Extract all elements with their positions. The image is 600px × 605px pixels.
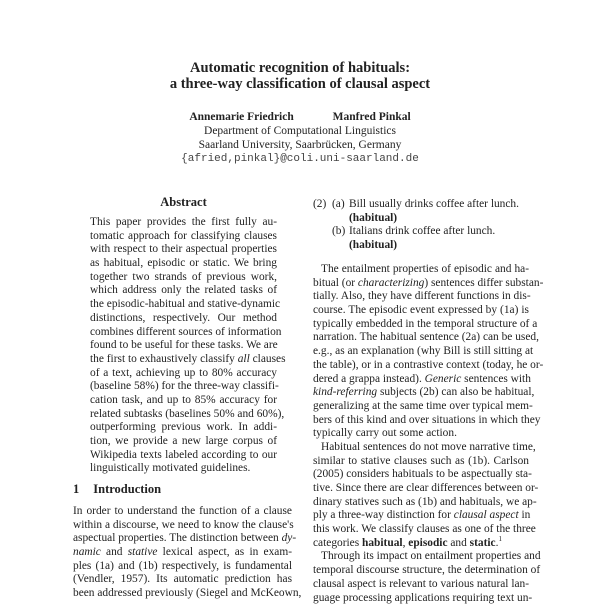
- paragraph: [313, 263, 529, 441]
- text-line: (baseline 58%) for the three-way classifi-: [90, 380, 277, 394]
- section-title: Introduction: [93, 482, 161, 496]
- text-line: this work. We classify clauses as one of the three: [313, 523, 529, 537]
- footnote-marker[interactable]: 1: [498, 535, 502, 543]
- example-tag: (habitual): [349, 212, 397, 226]
- text-line: This paper provides the first fully au-: [90, 216, 277, 230]
- text-line: the table), or in a contrastive context (today, he or-: [313, 359, 529, 373]
- text-line: namic and stative lexical aspect, as in exam-: [73, 546, 292, 560]
- text-line: ply a three-way distinction for clausal aspect in: [313, 509, 529, 523]
- example-number: (2): [313, 198, 326, 212]
- paragraph: [90, 216, 277, 476]
- abstract-heading: Abstract: [90, 195, 277, 210]
- introduction-body: [73, 505, 292, 601]
- example-text: Italians drink coffee after lunch.: [349, 225, 495, 239]
- section-number: 1: [73, 482, 79, 496]
- emphasis: stative: [128, 546, 158, 558]
- text-line: tomatic approach for classifying clauses: [90, 230, 277, 244]
- text-line: bitual (or characterizing) sentences differ substan-: [313, 277, 529, 291]
- emphasis: kind-referring: [313, 386, 377, 398]
- author-name: Annemarie Friedrich: [189, 110, 293, 124]
- abstract-body: [90, 216, 277, 476]
- text-line: with respect to their aspectual properties: [90, 243, 277, 257]
- bold-term: static: [470, 537, 496, 549]
- bold-term: habitual: [362, 537, 403, 549]
- example-text: Bill usually drinks coffee after lunch.: [349, 198, 519, 212]
- author-list: [0, 110, 600, 124]
- text-line: temporal discourse structure, the determination of: [313, 564, 529, 578]
- text-line: course. The episodic event expressed by (1a) is: [313, 304, 529, 318]
- section-heading-introduction: [73, 482, 161, 497]
- example-label: (b): [332, 225, 345, 239]
- text-line: Wikipedia texts labeled according to our: [90, 449, 277, 463]
- text-line: kind-referring subjects (2b) can also be habitual,: [313, 386, 529, 400]
- text-line: Through its impact on entailment properties and: [313, 550, 529, 564]
- right-column-body: [313, 263, 529, 605]
- text-line: (Vendler, 1957). Its automatic prediction has: [73, 573, 292, 587]
- paragraph: [73, 505, 292, 601]
- paragraph: [313, 441, 529, 551]
- text-line: linguistically motivated guidelines.: [90, 462, 277, 476]
- text-line: the episodic-habitual and stative-dynamic: [90, 298, 277, 312]
- example-item-a: [313, 198, 529, 225]
- text-line: tion, we provide a new large corpus of: [90, 435, 277, 449]
- text-line: combines different sources of information: [90, 326, 277, 340]
- text-line: found to be useful for these tasks. We are: [90, 339, 277, 353]
- text-line: The entailment properties of episodic and ha-: [313, 263, 529, 277]
- text-line: ples (1a) and (1b) respectively, is fundamental: [73, 560, 292, 574]
- text-line: typically embedded in the temporal structure of a: [313, 318, 529, 332]
- text-line: similar to stative clauses such as (1b). Carlson: [313, 455, 529, 469]
- text-line: narration. The habitual sentence (2a) can be used,: [313, 331, 529, 345]
- text-line: typically carry out some action.: [313, 427, 529, 441]
- email: {afried,pinkal}@coli.uni-saarland.de: [0, 152, 600, 166]
- text-line: dered a grappa instead). Generic sentences with: [313, 373, 529, 387]
- text-line: the first to exhaustively classify all clauses: [90, 353, 277, 367]
- emphasis: characterizing: [358, 277, 424, 289]
- text-line: bers of this kind and over situations in which they: [313, 414, 529, 428]
- example-label: (a): [332, 198, 345, 212]
- text-line: within a discourse, we need to know the clause's: [73, 519, 292, 533]
- paper-title-line-2: a three-way classification of clausal aspect: [0, 76, 600, 92]
- text-line: tially. Also, they have different functions in dis-: [313, 290, 529, 304]
- text-line: Habitual sentences do not move narrative time,: [313, 441, 529, 455]
- text-line: of a text, achieving up to 80% accuracy: [90, 367, 277, 381]
- text-line: guage processing applications requiring text un-: [313, 592, 529, 605]
- text-line: been addressed previously (Siegel and McKeown,: [73, 587, 292, 601]
- emphasis: dy-: [282, 532, 297, 544]
- emphasis: all: [238, 353, 250, 365]
- emphasis: Generic: [425, 373, 462, 385]
- text-line: aspectual properties. The distinction between dy-: [73, 532, 292, 546]
- text-line: dinary statives such as (1b) and habituals, we ap-: [313, 496, 529, 510]
- text-line: as habitual, episodic or static. We bring: [90, 257, 277, 271]
- author-name: Manfred Pinkal: [333, 110, 411, 124]
- bold-term: episodic: [408, 537, 447, 549]
- example-item-b: [313, 225, 529, 252]
- text-line: which address only the related tasks of: [90, 284, 277, 298]
- text-line: together two strands of previous work,: [90, 271, 277, 285]
- text-line: outperforming previous work. In addi-: [90, 421, 277, 435]
- text-line: related subtasks (baselines 50% and 60%),: [90, 408, 277, 422]
- text-line: e.g., as an explanation (why Bill is still sitting at: [313, 345, 529, 359]
- text-line: distinctions, respectively. Our method: [90, 312, 277, 326]
- text-line: generalizing at the same time over typical mem-: [313, 400, 529, 414]
- paragraph: [313, 550, 529, 605]
- example-tag: (habitual): [349, 239, 397, 253]
- example-2: [313, 198, 529, 252]
- text-line: In order to understand the function of a clause: [73, 505, 292, 519]
- text-line: (2005) considers habituals to be aspectually sta-: [313, 468, 529, 482]
- text-line: categories habitual, episodic and static.$^1$: [313, 537, 529, 551]
- emphasis: clausal aspect: [454, 509, 519, 521]
- text-line: clausal aspect is relevant to various natural lan-: [313, 578, 529, 592]
- emphasis: namic: [73, 546, 101, 558]
- text-line: tive. Since there are clear differences between or-: [313, 482, 529, 496]
- department: Department of Computational Linguistics: [0, 124, 600, 138]
- paper-title-line-1: Automatic recognition of habituals:: [0, 60, 600, 76]
- text-line: cation task, and up to 85% accuracy for: [90, 394, 277, 408]
- university: Saarland University, Saarbrücken, Germany: [0, 138, 600, 152]
